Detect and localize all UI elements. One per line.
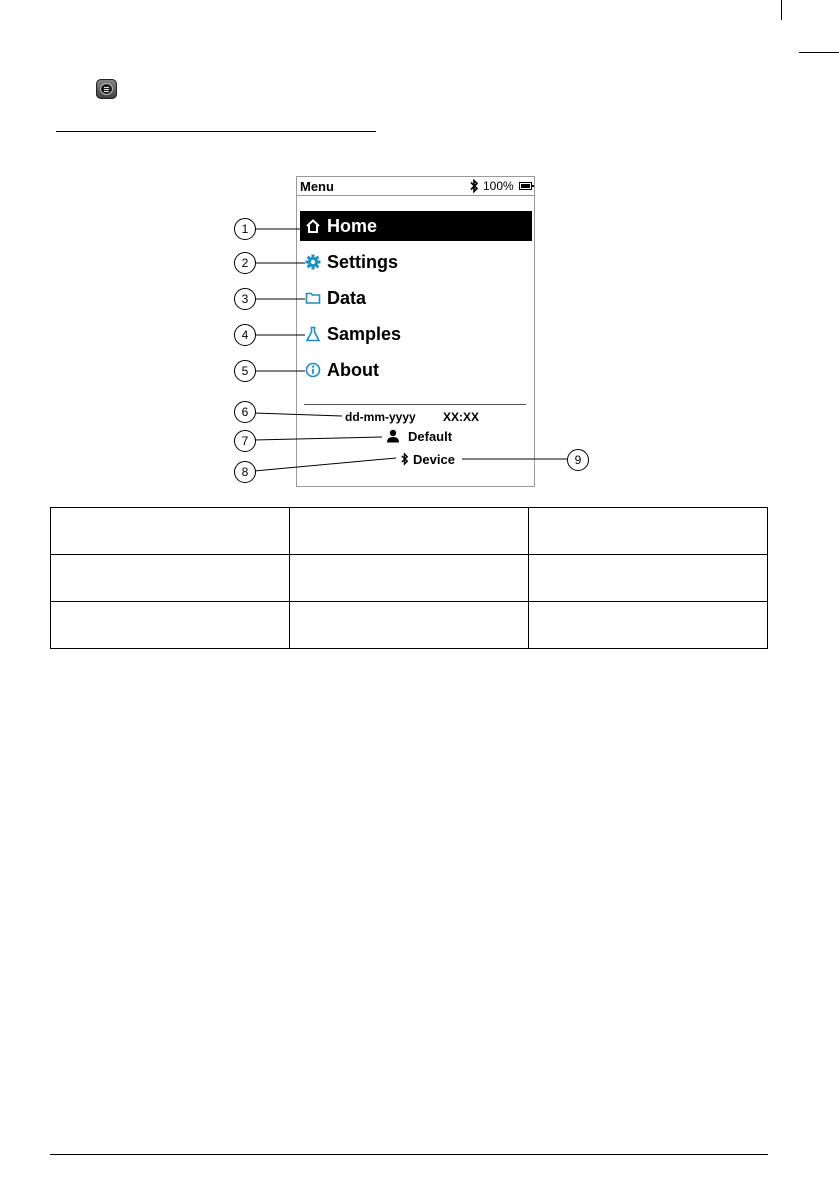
callout-1: 1 xyxy=(234,218,256,240)
menu-item-label: Home xyxy=(327,216,378,236)
table-cell xyxy=(290,602,529,649)
table-cell xyxy=(51,555,290,602)
menu-item-label: About xyxy=(327,360,379,380)
date-text: dd-mm-yyyy xyxy=(345,410,416,424)
battery-percent: 100% xyxy=(483,179,514,193)
callout-7: 7 xyxy=(234,430,256,452)
table-row xyxy=(51,508,768,555)
table-cell xyxy=(529,508,768,555)
table-row xyxy=(51,602,768,649)
table-cell xyxy=(529,555,768,602)
menu-item-label: Samples xyxy=(327,324,402,344)
menu-item-label: Settings xyxy=(327,252,399,272)
callout-3: 3 xyxy=(234,288,256,310)
time-text: XX:XX xyxy=(443,410,480,424)
table-cell xyxy=(529,602,768,649)
table-cell xyxy=(51,508,290,555)
callout-2: 2 xyxy=(234,252,256,274)
callout-5: 5 xyxy=(234,360,256,382)
callout-9: 9 xyxy=(567,449,589,471)
device-name: Device xyxy=(413,452,455,467)
callout-8: 8 xyxy=(234,461,256,483)
table-cell xyxy=(290,508,529,555)
status-title: Menu xyxy=(300,179,334,194)
user-name: Default xyxy=(408,429,453,444)
table-cell xyxy=(290,555,529,602)
callout-4: 4 xyxy=(234,324,256,346)
table-cell xyxy=(51,602,290,649)
footer-rule xyxy=(50,1154,768,1155)
legend-table xyxy=(50,507,768,649)
table-row xyxy=(51,555,768,602)
callout-6: 6 xyxy=(234,401,256,423)
menu-item-label: Data xyxy=(327,288,367,308)
